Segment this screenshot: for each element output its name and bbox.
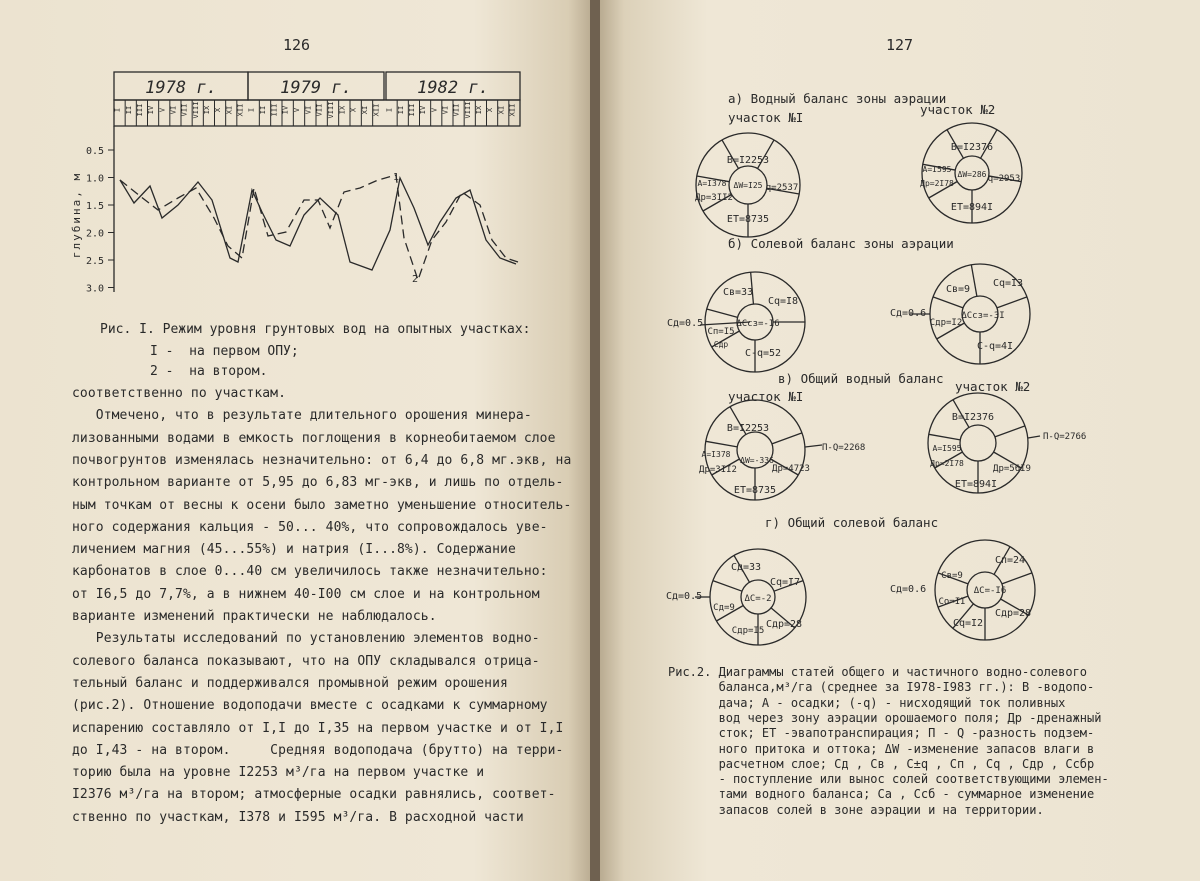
diagram-label: Др=56I9	[993, 464, 1031, 474]
diagram-label: Св=9	[945, 284, 971, 295]
month-label: I	[247, 107, 256, 113]
year-label-1979: 1979 г.	[280, 78, 352, 98]
body-line: карбонатов в слое 0...40 см увеличилось также незначительно:	[72, 564, 548, 580]
figure-1-caption-item-2: 2 - на втором.	[150, 364, 268, 379]
month-label: XI	[225, 105, 234, 115]
month-label: III	[407, 103, 416, 117]
y-tick-label: 2.0	[85, 228, 104, 240]
balance-diagrams	[600, 0, 1200, 660]
diagram-label: Сq=I3	[992, 278, 1024, 289]
year-label-1978: 1978 г.	[145, 78, 217, 98]
month-label: VII	[180, 103, 189, 117]
month-label: III	[135, 103, 144, 117]
body-line: Отмечено, что в результате длительного орошения минера-	[72, 408, 532, 424]
month-label: IX	[202, 105, 211, 115]
month-label: IX	[338, 105, 347, 115]
series-line-2	[120, 175, 518, 280]
body-line: личением магния (45...55%) и натрия (I...8%). Содержание	[72, 542, 516, 558]
body-line: ного содержания кальция - 50... 40%, что сопровождалось уве-	[72, 519, 548, 535]
plot-1-label-a: участок №I	[728, 110, 804, 125]
figure-2-caption-line: тами водного баланса; Сa , Ссб - суммарное изменение	[668, 787, 1095, 802]
body-line: I2376 м³/га на втором; атмосферные осадки равнялись, соответ-	[72, 787, 556, 803]
body-line: до I,43 - на втором. Средняя водоподача (брутто) на терри-	[72, 742, 564, 758]
month-label: XII	[236, 103, 245, 117]
diagram-label: Сдр=I2	[929, 318, 963, 328]
diagram-label: q=2953	[987, 174, 1021, 184]
month-label: XII	[508, 103, 517, 117]
diagram-label: А=I378	[697, 179, 727, 188]
diagram-label: Сдр=I5	[731, 626, 765, 636]
section-d-title: г) Общий солевой баланс	[765, 515, 939, 530]
body-line: почвогрунтов изменялась незначительно: от 6,4 до 6,8 мг.экв, на	[72, 452, 572, 468]
diagram-label: В=I2376	[950, 142, 994, 153]
series-line-1	[120, 178, 516, 270]
page-number-left: 126	[283, 36, 311, 54]
figure-2-caption-line: ного притока и оттока; ΔW -изменение запасов влаги в	[668, 741, 1095, 756]
body-line: варианте изменений практически не наблюдалось.	[72, 609, 437, 624]
month-label: X	[486, 107, 495, 113]
month-label: IV	[281, 105, 290, 115]
figure-2-caption-line: - поступление или вынос солей соответствующими элемен-	[668, 772, 1109, 787]
month-label: II	[259, 105, 267, 115]
diagram-label: Сдр=28	[765, 619, 803, 630]
month-label: IV	[419, 105, 428, 115]
month-label: V	[293, 107, 301, 113]
month-label: X	[214, 107, 223, 113]
diagram-label: А=I595	[932, 444, 962, 453]
diagram-label: Др=3II2	[699, 465, 737, 475]
diagram-label: Св=9	[941, 571, 963, 581]
diagram-label: Сд=0.6	[890, 308, 927, 319]
diagram-label: А=I595	[922, 165, 952, 174]
month-label: XI	[497, 105, 506, 115]
figure-2-caption-line: сток; ET -эвапотранспирация; П - Q -разность подзем-	[668, 726, 1095, 741]
left-page	[0, 0, 592, 881]
figure-2-caption-line: Рис.2. Диаграммы статей общего и частичного водно-солевого	[668, 665, 1088, 679]
figure-1-caption-item-1: I - на первом ОПУ;	[150, 344, 299, 359]
plot-2-label-a: участок №2	[920, 102, 996, 117]
diagram-label: Сд=0.5	[666, 591, 703, 602]
y-tick-label: 0.5	[85, 146, 104, 157]
figure-2-caption-line: вод через зону аэрации орошаемого поля; Др -дренажный	[668, 710, 1102, 725]
diagram-label: Сq=I8	[767, 296, 799, 307]
figure-1-caption-title: Рис. I. Режим уровня грунтовых вод на опытных участках:	[100, 322, 531, 337]
body-line: (рис.2). Отношение водоподачи вместе с осадками к суммарному	[72, 698, 548, 714]
body-line: тельный баланс и поддерживался промывной режим орошения	[72, 675, 508, 691]
body-line: ным точкам от весны к осени было заметно уменьшение относитель-	[72, 497, 572, 513]
diagram-label: Св=33	[722, 287, 754, 298]
diagram-label: Сп=24	[994, 555, 1026, 566]
page-number-right: 127	[886, 36, 914, 54]
month-label: VI	[304, 105, 313, 115]
diagram-label: ΔC=-I6	[973, 586, 1007, 596]
month-label: V	[430, 107, 439, 113]
body-line: ственно по участкам, I378 и I595 м³/га. В расходной части	[72, 809, 524, 825]
plot-2-label-c: участок №2	[955, 379, 1031, 394]
month-label: XII	[372, 103, 381, 117]
figure-2-caption-line: запасов солей в зоне аэрации и на территории.	[668, 802, 1044, 817]
diagram-label: Сдр=28	[994, 608, 1032, 619]
diagram-label: Сд=9	[713, 603, 735, 613]
diagram-label: ΔC=-2	[744, 594, 772, 604]
y-tick-label: 1.0	[85, 173, 104, 185]
diagram-label: А=I378	[701, 450, 731, 459]
section-a-title: а) Водный баланс зоны аэрации	[728, 91, 947, 106]
month-label: VIII	[327, 101, 335, 119]
body-line: Результаты исследований по установлению элементов водно-	[72, 631, 540, 647]
diagram-label: ET=894I	[954, 479, 998, 490]
month-label: V	[158, 107, 167, 113]
diagram-label: Сq=I2	[952, 618, 984, 629]
diagram-label: ΔCсз=-3I	[961, 311, 1005, 321]
diagram-label: Сд=33	[730, 562, 762, 573]
month-label: II	[396, 105, 405, 115]
month-label: VI	[169, 105, 178, 115]
month-label: X	[349, 107, 358, 113]
diagram-label: Др=2I78	[920, 179, 954, 188]
diagram-label: Др=2I78	[930, 459, 964, 468]
series-label-2: 2	[412, 274, 419, 285]
body-line: солевого баланса показывают, что на ОПУ складывался отрица-	[72, 653, 540, 669]
diagram-label: q=2537	[765, 183, 799, 193]
body-line: контрольном варианте от 5,95 до 6,83 мг-экв, и лишь по отдель-	[72, 475, 564, 491]
y-axis-label: глубина, м	[70, 171, 83, 259]
diagram-label: Сд=0.6	[890, 584, 927, 595]
month-label: VI	[441, 105, 450, 115]
diagram-label: В=I2253	[726, 423, 770, 434]
diagram-label: Др=3II2	[695, 193, 733, 203]
body-line: лизованными водами в емкость поглощения в корнеобитаемом слое	[72, 430, 556, 446]
diagram-label: П-Q=2766	[1043, 432, 1087, 442]
body-line: торию была на уровне I2253 м³/га на первом участке и	[72, 765, 485, 781]
diagram-label: Сo=II	[938, 597, 966, 607]
diagram-label: С-q=4I	[976, 341, 1014, 352]
diagram-label: ΔCсз=-I6	[736, 319, 780, 329]
section-b-title: б) Солевой баланс зоны аэрации	[728, 236, 954, 251]
diagram-label: ΔW=I25	[733, 181, 763, 190]
groundwater-chart	[0, 0, 592, 300]
month-label: I	[113, 107, 122, 113]
body-line: соответственно по участкам.	[72, 386, 287, 401]
diagram-label: ΔW=-336	[740, 456, 774, 465]
diagram-label: В=I2253	[726, 155, 770, 166]
month-label: III	[270, 103, 279, 117]
plot-1-label-c: участок №I	[728, 389, 804, 404]
diagram-label: Сq=I7	[769, 577, 801, 588]
section-c-title: в) Общий водный баланс	[778, 371, 944, 386]
diagram-label: Др=4723	[772, 464, 810, 474]
year-label-1982: 1982 г.	[417, 78, 489, 98]
month-label: VII	[452, 103, 461, 117]
diagram-label: ET=8735	[726, 214, 770, 225]
body-line: от I6,5 до 7,7%, а в нижнем 40-I00 см слое и на контрольном	[72, 586, 540, 602]
diagram-label: Сп=I5	[707, 327, 735, 337]
diagram-label: С-q=52	[744, 348, 782, 359]
figure-2-caption-line: дача; А - осадки; (-q) - нисходящий ток поливных	[668, 695, 1066, 710]
month-label: IV	[147, 105, 156, 115]
diagram-label: Сд=0.5	[667, 318, 704, 329]
y-tick-label: 1.5	[85, 201, 104, 212]
body-line: испарению составляло от I,I до I,35 на первом участке и от I,I	[72, 720, 564, 736]
month-label: VIII	[463, 101, 472, 119]
diagram-label: В=I2376	[951, 412, 995, 423]
month-label: IX	[474, 105, 483, 115]
diagram-label: ΔW=286	[957, 170, 987, 179]
y-tick-label: 3.0	[85, 283, 104, 295]
month-label: II	[124, 105, 133, 115]
diagram-label: ET=894I	[950, 202, 994, 213]
month-label: VIII	[191, 101, 200, 119]
series-label-1: 1	[393, 172, 400, 183]
figure-2-caption-line: баланса,м³/га (среднее за I978-I983 гг.): В -водопо-	[668, 680, 1095, 695]
month-label: XI	[361, 105, 369, 115]
figure-2-caption-line: расчетном слое; Сд , Св , С±q , Сп , Сq , Сдр , Ссбр	[668, 756, 1095, 771]
diagram-label: П-Q=2268	[822, 443, 866, 453]
diagram-label: Сдр	[713, 340, 729, 349]
diagram-label: ET=8735	[733, 485, 777, 496]
month-label: I	[385, 107, 394, 113]
y-tick-label: 2.5	[85, 256, 104, 267]
month-label: VII	[315, 103, 324, 117]
